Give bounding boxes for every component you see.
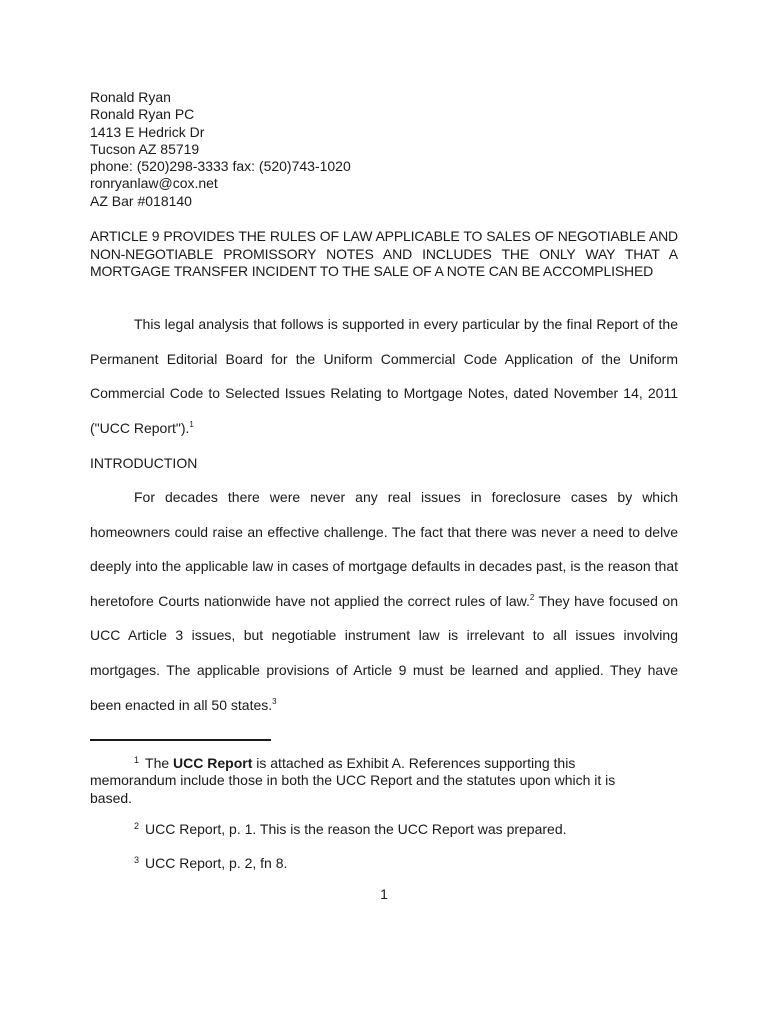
footnote-ref-2[interactable]: 2 xyxy=(529,592,535,602)
bar-number: AZ Bar #018140 xyxy=(90,192,192,209)
city-state-zip: Tucson AZ 85719 xyxy=(90,140,200,157)
street-address: 1413 E Hedrick Dr xyxy=(90,123,205,140)
phone-fax: phone: (520)298-3333 fax: (520)743-1020 xyxy=(90,158,351,175)
paragraph-ucc-report xyxy=(90,307,678,445)
footnote-bold-term: UCC Report xyxy=(173,755,253,771)
footnote-text: UCC Report, p. 2, fn 8. xyxy=(145,855,288,871)
footnote-2: 2 UCC Report, p. 1. This is the reason the UCC Report was prepared. xyxy=(134,821,567,837)
footnote-ref-3[interactable]: 3 xyxy=(272,696,277,706)
paragraph-text: For decades there were never any real issues in foreclosure cases by which homeowners could raise an effective challenge. The fact that there was never a need to delve deeply into the applicable law in cases of mortgage defaults in decades past, is the reason that heretofore Courts nationwide have not applied the correct rules of law. xyxy=(90,489,678,609)
paragraph-text: This legal analysis that follows is supported in every particular by the final Report of the Permanent Editorial Board for the Uniform Commercial Code Application of the Uniform Commercial Code to Selected Issues Relating to Mortgage Notes, dated November 14, 2011 ("UCC Report"). xyxy=(90,316,678,436)
firm-name: Ronald Ryan PC xyxy=(90,106,195,123)
email-address: ronryanlaw@cox.net xyxy=(90,175,218,192)
author-header xyxy=(90,89,351,210)
footnote-text: UCC Report, p. 1. This is the reason the UCC Report was prepared. xyxy=(145,821,567,837)
document-title: ARTICLE 9 PROVIDES THE RULES OF LAW APPLICABLE TO SALES OF NEGOTIABLE AND NON-NEGOTIABLE PROMISSORY NOTES AND INCLUDES THE ONLY WAY THAT A MORTGAGE TRANSFER INCIDENT TO THE SALE OF A NOTE CAN BE ACCOMPLISHED xyxy=(90,228,678,279)
footnote-text: is attached as Exhibit A. References supporting this memorandum include those in both the UCC Report and the statutes upon which it is based. xyxy=(90,755,616,806)
footnote-1: 1 The UCC Report is attached as Exhibit A. References supporting this memorandum include those in both the UCC Report and the statutes upon which it is based. xyxy=(90,755,616,806)
footnote-ref-1[interactable]: 1 xyxy=(189,419,194,429)
footnote-text: The xyxy=(145,755,174,771)
footnote-3: 3 UCC Report, p. 2, fn 8. xyxy=(134,855,288,871)
page-number: 1 xyxy=(380,886,388,902)
author-name: Ronald Ryan xyxy=(90,89,171,105)
paragraph-text: They have focused on UCC Article 3 issues, but negotiable instrument law is irrelevant to all issues involving mortgages. The applicable provisions of Article 9 must be learned and applied. They have been enacted in all 50 states. xyxy=(90,592,678,713)
paragraph-introduction xyxy=(90,480,678,722)
footnote-separator xyxy=(90,739,271,741)
section-heading-introduction: INTRODUCTION xyxy=(90,455,198,471)
